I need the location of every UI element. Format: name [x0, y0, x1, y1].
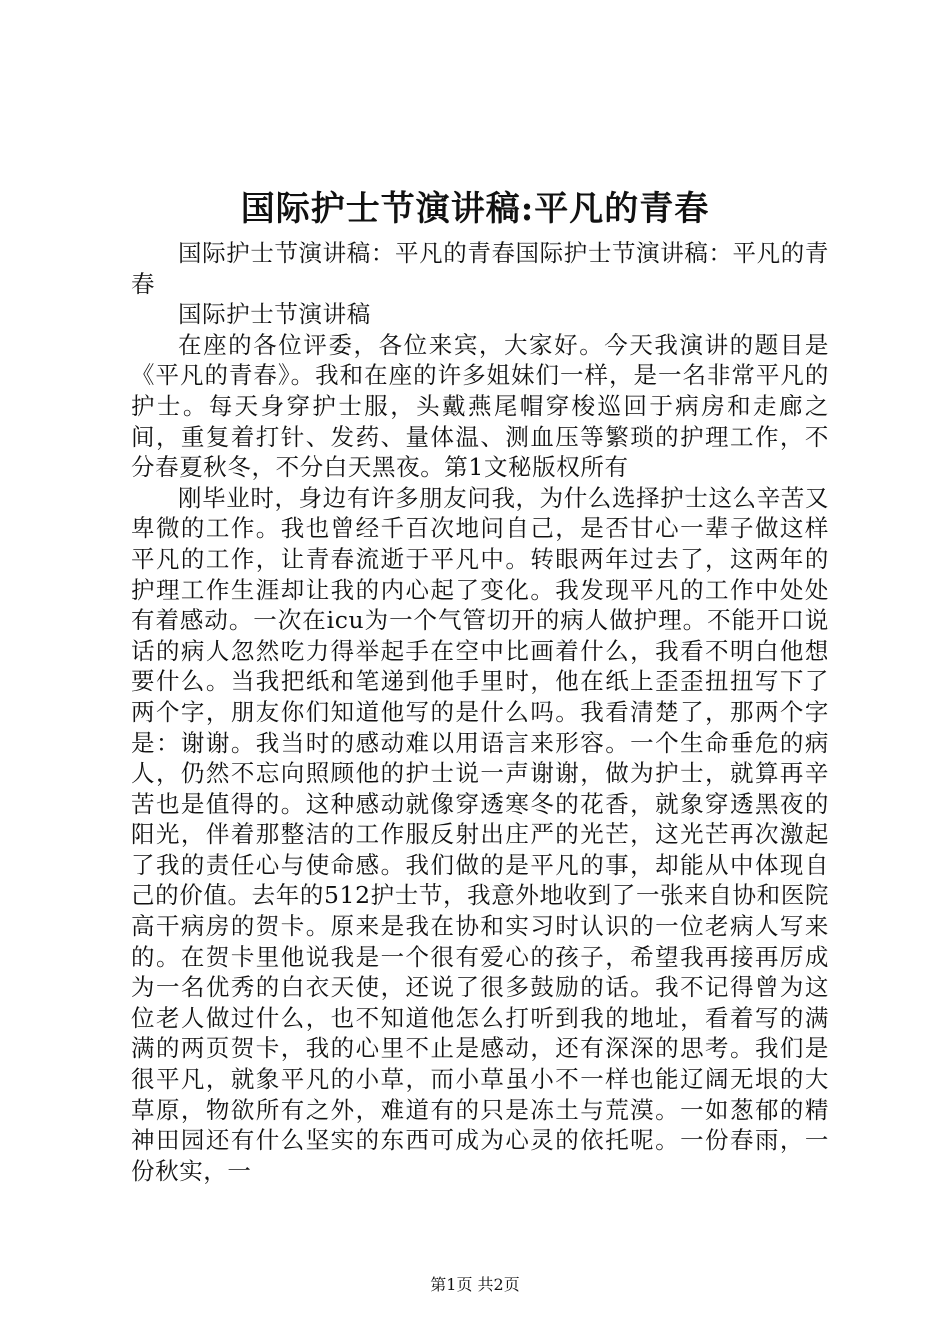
paragraph-opening: 在座的各位评委，各位来宾，大家好。今天我演讲的题目是《平凡的青春》。我和在座的许多姐妹们一样，是一名非常平凡的护士。每天身穿护士服，头戴燕尾帽穿梭巡回于病房和走廊之间，重复着打针、发药、量体温、测血压等繁琐的护理工作，不分春夏秋冬，不分白天黑夜。第1文秘版权所有	[131, 330, 829, 482]
document-body	[131, 238, 829, 1186]
document-title: 国际护士节演讲稿:平凡的青春	[240, 189, 710, 229]
paragraph-story: 刚毕业时，身边有许多朋友问我，为什么选择护士这么辛苦又卑微的工作。我也曾经千百次地问自己，是否甘心一辈子做这样平凡的工作，让青春流逝于平凡中。转眼两年过去了，这两年的护理工作生涯却让我的内心起了变化。我发现平凡的工作中处处有着感动。一次在icu为一个气管切开的病人做护理。不能开口说话的病人忽然吃力得举起手在空中比画着什么，我看不明白他想要什么。当我把纸和笔递到他手里时，他在纸上歪歪扭扭写下了两个字，朋友你们知道他写的是什么吗。我看清楚了，那两个字是：谢谢。我当时的感动难以用语言来形容。一个生命垂危的病人，仍然不忘向照顾他的护士说一声谢谢，做为护士，就算再辛苦也是值得的。这种感动就像穿透寒冬的花香，就象穿透黑夜的阳光，伴着那整洁的工作服反射出庄严的光芒，这光芒再次激起了我的责任心与使命感。我们做的是平凡的事，却能从中体现自己的价值。去年的512护士节，我意外地收到了一张来自协和医院高干病房的贺卡。原来是我在协和实习时认识的一位老病人写来的。在贺卡里他说我是一个很有爱心的孩子，希望我再接再厉成为一名优秀的白衣天使，还说了很多鼓励的话。我不记得曾为这位老人做过什么，也不知道他怎么打听到我的地址，看着写的满满的两页贺卡，我的心里不止是感动，还有深深的思考。我们是很平凡，就象平凡的小草，而小草虽小不一样也能辽阔无垠的大草原，物欲所有之外，难道有的只是冻土与荒漠。一如葱郁的精神田园还有什么坚实的东西可成为心灵的依托呢。一份春雨，一份秋实，一	[131, 483, 829, 1185]
page-number-footer: 第1页 共2页	[430, 1275, 520, 1294]
paragraph-intro: 国际护士节演讲稿：平凡的青春国际护士节演讲稿：平凡的青春	[131, 239, 829, 298]
paragraph-subtitle: 国际护士节演讲稿	[178, 300, 371, 329]
